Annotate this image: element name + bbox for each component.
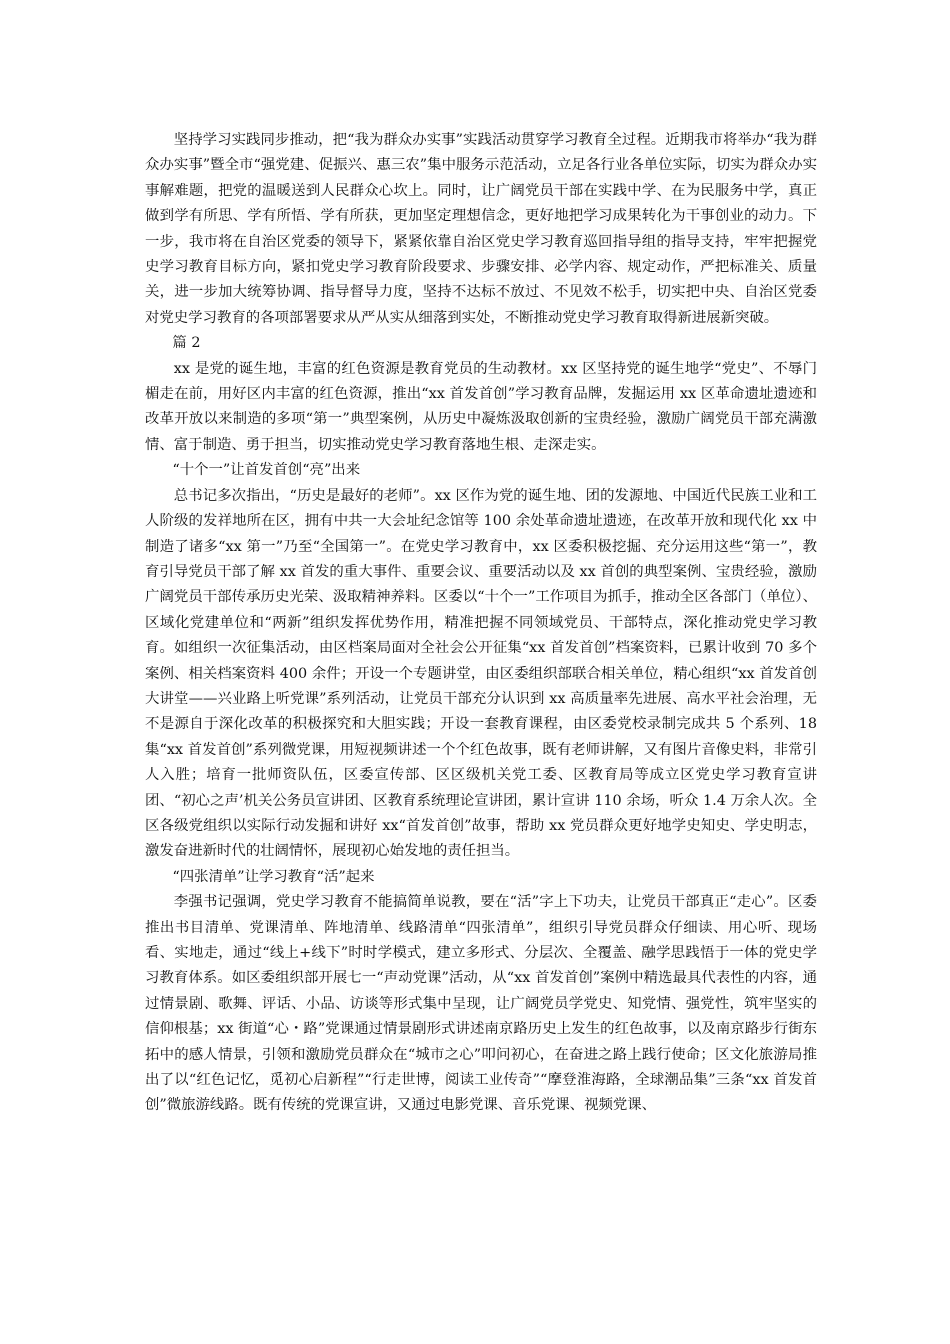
paragraph-four-lists: 李强书记强调，党史学习教育不能搞简单说教，要在“活”字上下功夫，让党员干部真正“走心”。区委推出书目清单、党课清单、阵地清单、线路清单“四张清单”，组织引导党员群众仔细读、用心听、现场看、实地走，通过“线上+线下”时时学模式，建立多形式、分层次、全覆盖、融学思践悟于一体的党史学习教育体系。如区委组织部开展七一“声动党课”活动，从“xx 首发首创”案例中精选最具代表性的内容，通过情景剧、歌舞、评话、小品、访谈等形式集中呈现，让广阔党员学党史、知党情、强党性，筑牢坚实的信仰根基；xx 街道“心・路”党课通过情景剧形式讲述南京路历史上发生的红色故事，以及南京路步行街东拓中的感人情景，引领和激励党员群众在“城市之心”叩问初心，在奋进之路上践行使命；区文化旅游局推出了以“红色记忆，觅初心启新程”“行走世博，阅读工业传奇”“摩登淮海路，全球潮品集”三条“xx 首发首创”微旅游线路。既有传统的党课宣讲，又通过电影党课、音乐党课、视频党课、 [145,894,817,1114]
paragraph-ten-ones: 总书记多次指出，“历史是最好的老师”。xx 区作为党的诞生地、团的发源地、中国近代民族工业和工人阶级的发祥地所在区，拥有中共一大会址纪念馆等 100 余处革命遗址遗迹，在改革开放和现代化 xx 中制造了诸多“xx 第一”乃至“全国第一”。在党史学习教育中，xx 区委积极挖掘、充分运用这些“第一”，教育引导党员干部了解 xx 首发的重大事件、重要会议、重要活动以及 xx 首创的典型案例、宝贵经验，激励广阔党员干部传承历史光荣、汲取精神养料。区委以“十个一”工作项目为抓手，推动全区各部门（单位）、区域化党建单位和“两新”组织发挥优势作用，精准把握不同领域党员、干部特点，深化推动党史学习教育。如组织一次征集活动，由区档案局面对全社会公开征集“xx 首发首创”档案资料，已累计收到 70 多个案例、相关档案资料 400 余件；开设一个专题讲堂，由区委组织部联合相关单位，精心组织“xx 首发首创大讲堂——兴业路上听党课”系列活动，让党员干部充分认识到 xx 高质量率先进展、高水平社会治理，无不是源自于深化改革的积极探究和大胆实践；开设一套教育课程，由区委党校录制完成共 5 个系列、18 集“xx 首发首创”系列微党课，用短视频讲述一个个红色故事，既有老师讲解，又有图片音像史料，非常引人入胜；培育一批师资队伍，区委宣传部、区区级机关党工委、区教育局等成立区党史学习教育宣讲团、“初心之声’机关公务员宣讲团、区教育系统理论宣讲团，累计宣讲 110 余场，听众 1.4 万余人次。全区各级党组织以实际行动发掘和讲好 xx“首发首创”故事，帮助 xx 党员群众更好地学史知史、学史明志，激发奋进新时代的壮阔情怀，展现初心始发地的责任担当。 [145,487,817,860]
section-heading-ten-ones: “十个一”让首发首创“亮”出来 [172,462,361,479]
section-label-part-2: 篇 2 [172,335,201,352]
section-heading-four-lists: “四张清单”让学习教育“活”起来 [172,868,375,885]
document-body [145,128,817,1119]
paragraph-intro: xx 是党的诞生地，丰富的红色资源是教育党员的生动教材。xx 区坚持党的诞生地学“党史”、不辱门楣走在前，用好区内丰富的红色资源，推出“xx 首发首创”学习教育品牌，发掘运用 xx 区革命遗址遗迹和改革开放以来制造的多项“第一”典型案例，从历史中凝炼汲取创新的宝贵经验，激励广阔党员干部充满激情、富于制造、勇于担当，切实推动党史学习教育落地生根、走深走实。 [145,360,817,453]
paragraph-practice: 坚持学习实践同步推动，把“我为群众办实事”实践活动贯穿学习教育全过程。近期我市将举办“我为群众办实事”暨全市“强党建、促振兴、惠三农”集中服务示范活动，立足各行业各单位实际，切实为群众办实事解难题，把党的温暖送到人民群众心坎上。同时，让广阔党员干部在实践中学、在为民服务中学，真正做到学有所思、学有所悟、学有所获，更加坚定理想信念，更好地把学习成果转化为干事创业的动力。下一步，我市将在自治区党委的领导下，紧紧依靠自治区党史学习教育巡回指导组的指导支持，牢牢把握党史学习教育目标方向，紧扣党史学习教育阶段要求、步骤安排、必学内容、规定动作，严把标准关、质量关，进一步加大统筹协调、指导督导力度，坚持不达标不放过、不见效不松手，切实把中央、自治区党委对党史学习教育的各项部署要求从严从实从细落到实处，不断推动党史学习教育取得新进展新突破。 [145,132,817,326]
